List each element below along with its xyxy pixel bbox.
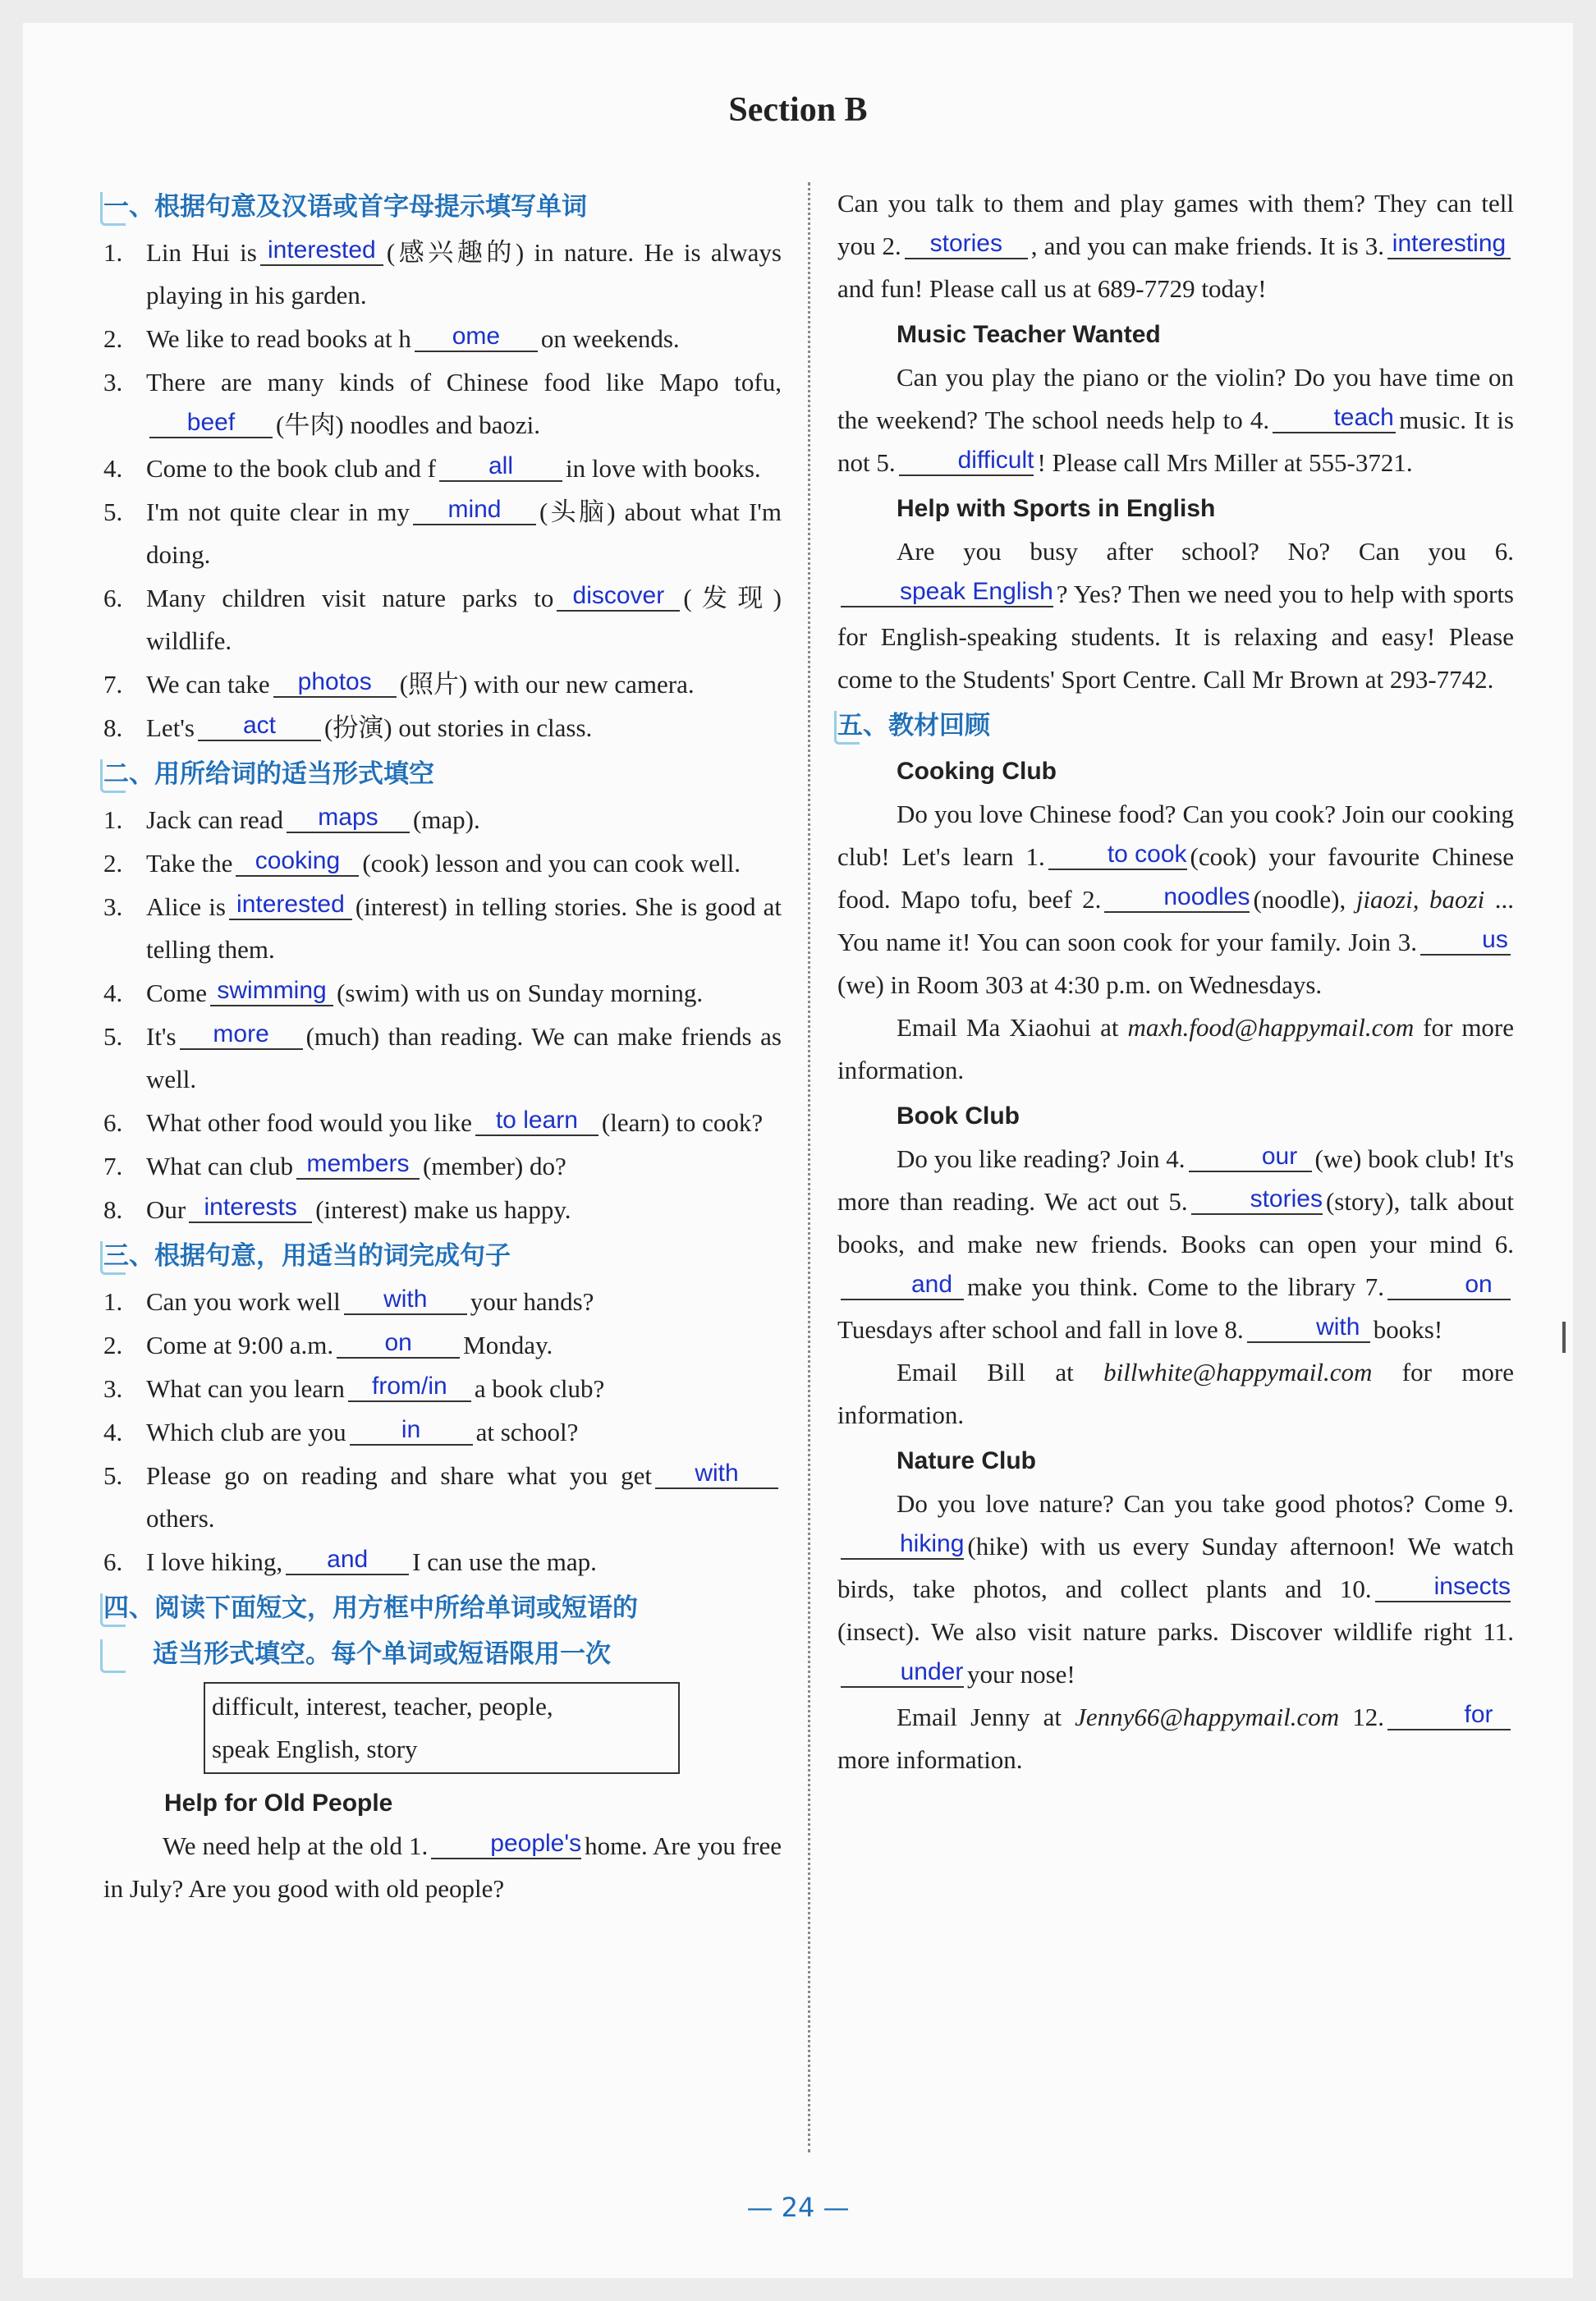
exercise-item	[103, 1145, 782, 1188]
word-box	[204, 1682, 680, 1774]
item-text: We can take photos (照片) with our new camera.	[146, 668, 695, 699]
item-number: 8.	[103, 713, 123, 742]
item-number: 6.	[103, 1547, 123, 1576]
exercise-item	[103, 799, 782, 841]
answer-blank: photos	[273, 668, 397, 698]
item-text: What can club members (member) do?	[146, 1150, 566, 1180]
answer-blank: with	[655, 1460, 778, 1489]
section-5-heading: 五、教材回顾	[837, 704, 1514, 747]
exercise-item	[103, 1411, 782, 1454]
exercise-item	[103, 491, 782, 576]
item-text: Take the cooking (cook) lesson and you can cook well.	[146, 847, 741, 878]
answer-blank: more	[180, 1020, 303, 1050]
item-text: Lin Hui is interested (感兴趣的) in nature. He is always playing in his garden.	[146, 236, 782, 309]
exercise-item	[103, 972, 782, 1015]
item-number: 3.	[103, 368, 123, 396]
margin-mark	[1562, 1322, 1566, 1353]
word-box-line: difficult, interest, teacher, people,	[212, 1692, 553, 1721]
item-number: 4.	[103, 979, 123, 1007]
passage-paragraph: Do you love nature? Can you take good photos? Come 9.hiking (hike) with us every Sunday afternoon! We watch birds, take photos, and collect plants and 10. insects(insect). We also visit nature parks. Discover wildlife right 11.under your nose!	[837, 1489, 1514, 1689]
item-text: Many children visit nature parks to discover (发现) wildlife.	[146, 582, 782, 655]
item-number: 7.	[103, 1152, 123, 1180]
answer-blank: difficult	[899, 447, 1034, 476]
left-column	[103, 182, 782, 1910]
item-text: Can you work well with your hands?	[146, 1286, 594, 1316]
exercise-item	[103, 1015, 782, 1101]
answer-blank: mind	[413, 496, 536, 525]
item-text: Come to the book club and f all in love with books.	[146, 452, 761, 483]
answer-blank: discover	[557, 582, 680, 612]
exercise-item	[103, 1324, 782, 1367]
exercise-item	[103, 1281, 782, 1323]
answer-blank: teach	[1273, 404, 1396, 433]
passage-paragraph: Are you busy after school? No? Can you 6.speak English ? Yes? Then we need you to help with sports for English-speaking students. It is relaxing and easy! Please come to the Students' Sport Centre. Call Mr Brown at 293-7742.	[837, 537, 1514, 694]
answer-blank: interests	[189, 1194, 312, 1223]
passage-paragraph: We need help at the old 1. people's home. Are you free in July? Are you good with old people?	[103, 1830, 782, 1903]
item-number: 3.	[103, 1374, 123, 1403]
passage-paragraph: Email Ma Xiaohui at maxh.food@happymail.com for more information.	[837, 1013, 1515, 1084]
exercise-item	[103, 1102, 782, 1144]
answer-blank: under	[841, 1658, 964, 1688]
exercise-item	[103, 318, 782, 360]
passage-paragraph: Email Bill at billwhite@happymail.com for more information.	[837, 1358, 1515, 1429]
exercise-item	[103, 361, 782, 447]
answer-blank: noodles	[1104, 883, 1250, 913]
section-2-items	[103, 799, 782, 1231]
answer-blank: in	[350, 1416, 473, 1446]
answer-blank: people's	[431, 1830, 581, 1859]
answer-blank: on	[1387, 1271, 1511, 1300]
passage-title: Book Club	[897, 1102, 1020, 1130]
passage-title: Help for Old People	[164, 1790, 393, 1817]
answer-blank: cooking	[236, 847, 359, 877]
section-4-heading: 四、阅读下面短文，用方框中所给单词或短语的	[103, 1587, 782, 1629]
item-number: 1.	[103, 238, 123, 267]
item-text: There are many kinds of Chinese food like Mapo tofu,beef (牛肉) noodles and baozi.	[146, 368, 782, 439]
item-number: 8.	[103, 1195, 123, 1224]
answer-blank: interested	[260, 236, 383, 266]
exercise-item	[103, 231, 782, 317]
item-number: 1.	[103, 1287, 123, 1316]
item-number: 5.	[103, 1461, 123, 1490]
answer-blank: speak English	[841, 578, 1053, 607]
answer-blank: swimming	[210, 977, 333, 1006]
answer-blank: our	[1189, 1143, 1312, 1172]
exercise-item	[103, 663, 782, 706]
item-number: 1.	[103, 805, 123, 834]
answer-blank: ome	[415, 323, 538, 352]
item-number: 4.	[103, 454, 123, 483]
answer-blank: to learn	[475, 1107, 598, 1136]
answer-blank: insects	[1375, 1573, 1511, 1602]
item-number: 4.	[103, 1418, 123, 1446]
item-text: Our interests (interest) make us happy.	[146, 1194, 571, 1224]
item-number: 6.	[103, 1108, 123, 1137]
answer-blank: for	[1387, 1701, 1511, 1730]
answer-blank: stories	[1191, 1185, 1323, 1215]
passage-paragraph: Email Jenny at Jenny66@happymail.com 12. formore information.	[837, 1696, 1514, 1781]
passage-paragraph: Do you like reading? Join 4. our (we) book club! It's more than reading. We act out 5. stories (story), talk about books, and make new friends. Books can open your mind 6.and make you think. Come to the library 7. onTuesdays after school and fall in love 8. with books!	[837, 1143, 1515, 1344]
exercise-item	[103, 1368, 782, 1410]
exercise-item	[103, 842, 782, 885]
answer-blank: with	[1247, 1313, 1370, 1343]
answer-blank: act	[198, 712, 321, 741]
answer-blank: from/in	[348, 1373, 471, 1402]
answer-blank: on	[337, 1329, 460, 1359]
answer-blank: to cook	[1048, 841, 1187, 870]
email-address: billwhite@happymail.com	[1103, 1358, 1373, 1387]
exercise-item	[103, 707, 782, 749]
section-2-heading: 二、用所给词的适当形式填空	[103, 753, 782, 795]
page-title: Section B	[728, 91, 868, 129]
item-number: 6.	[103, 584, 123, 612]
passage-paragraph: Do you love Chinese food? Can you cook? Join our cooking club! Let's learn 1. to cook (cook) your favourite Chinese food. Mapo tofu, beef 2. noodles (noodle), jiaozi, baozi ... You name it! You can soon cook for your family. Join 3. us(we) in Room 303 at 4:30 p.m. on Wednesdays.	[837, 800, 1515, 999]
email-address: maxh.food@happymail.com	[1127, 1013, 1415, 1042]
answer-blank: members	[296, 1150, 420, 1180]
answer-blank: us	[1420, 926, 1511, 956]
item-text: Jack can read maps (map).	[146, 804, 480, 834]
item-text: Which club are you in at school?	[146, 1416, 579, 1446]
passage-title: Music Teacher Wanted	[897, 321, 1161, 348]
exercise-item	[103, 577, 782, 662]
answer-blank: hiking	[841, 1530, 964, 1560]
item-text: Come swimming (swim) with us on Sunday morning.	[146, 977, 704, 1007]
page-number: — 24 —	[746, 2192, 850, 2223]
item-text: Alice is interested (interest) in telling stories. She is good at telling them.	[146, 891, 782, 964]
section-3-items	[103, 1281, 782, 1584]
item-number: 2.	[103, 324, 123, 353]
exercise-item	[103, 447, 782, 490]
answer-blank: with	[344, 1286, 467, 1315]
passage-paragraph: Can you talk to them and play games with them? They can tell you 2. stories , and you can make friends. It is 3. interestingand fun! Please call us at 689-7729 today!	[837, 189, 1514, 303]
item-number: 2.	[103, 1331, 123, 1359]
answer-blank: beef	[149, 409, 273, 438]
answer-blank: interested	[229, 891, 352, 920]
item-text: What other food would you like to learn (learn) to cook?	[146, 1107, 764, 1137]
column-divider	[808, 182, 810, 2152]
answer-blank: and	[286, 1546, 409, 1575]
item-number: 5.	[103, 497, 123, 526]
item-text: Please go on reading and share what you get withothers.	[146, 1455, 782, 1540]
answer-blank: and	[841, 1271, 964, 1300]
exercise-item	[103, 886, 782, 971]
right-column	[837, 182, 1514, 1781]
section-1-items	[103, 231, 782, 749]
answer-blank: maps	[287, 804, 410, 833]
item-text: Come at 9:00 a.m. on Monday.	[146, 1329, 553, 1359]
email-address: Jenny66@happymail.com	[1075, 1703, 1340, 1731]
item-text: I love hiking, and I can use the map.	[146, 1546, 597, 1576]
passage-title: Help with Sports in English	[897, 495, 1216, 522]
item-text: Let's act (扮演) out stories in class.	[146, 712, 593, 742]
exercise-item	[103, 1541, 782, 1584]
section-4-heading-line2: 适当形式填空。每个单词或短语限用一次	[103, 1633, 782, 1675]
item-text: I'm not quite clear in my mind (头脑) about what I'm doing.	[146, 496, 782, 569]
passage-title: Nature Club	[897, 1447, 1037, 1474]
answer-blank: interesting	[1387, 230, 1511, 259]
answer-blank: all	[439, 452, 562, 482]
item-number: 2.	[103, 849, 123, 878]
passage-paragraph: Can you play the piano or the violin? Do you have time on the weekend? The school needs help to 4. teach music. It is not 5. difficult ! Please call Mrs Miller at 555-3721.	[837, 363, 1514, 477]
item-text: It's more (much) than reading. We can make friends as well.	[146, 1020, 782, 1093]
word-box-line: speak English, story	[212, 1735, 418, 1763]
exercise-item	[103, 1455, 782, 1540]
item-number: 5.	[103, 1022, 123, 1051]
item-number: 7.	[103, 670, 123, 699]
item-text: We like to read books at h ome on weekends.	[146, 323, 680, 353]
item-text: What can you learn from/in a book club?	[146, 1373, 605, 1403]
answer-blank: stories	[905, 230, 1028, 259]
passage-title: Cooking Club	[897, 758, 1057, 785]
section-3-heading: 三、根据句意，用适当的词完成句子	[103, 1235, 782, 1277]
section-1-heading: 一、根据句意及汉语或首字母提示填写单词	[103, 186, 782, 228]
item-number: 3.	[103, 892, 123, 921]
exercise-item	[103, 1189, 782, 1231]
